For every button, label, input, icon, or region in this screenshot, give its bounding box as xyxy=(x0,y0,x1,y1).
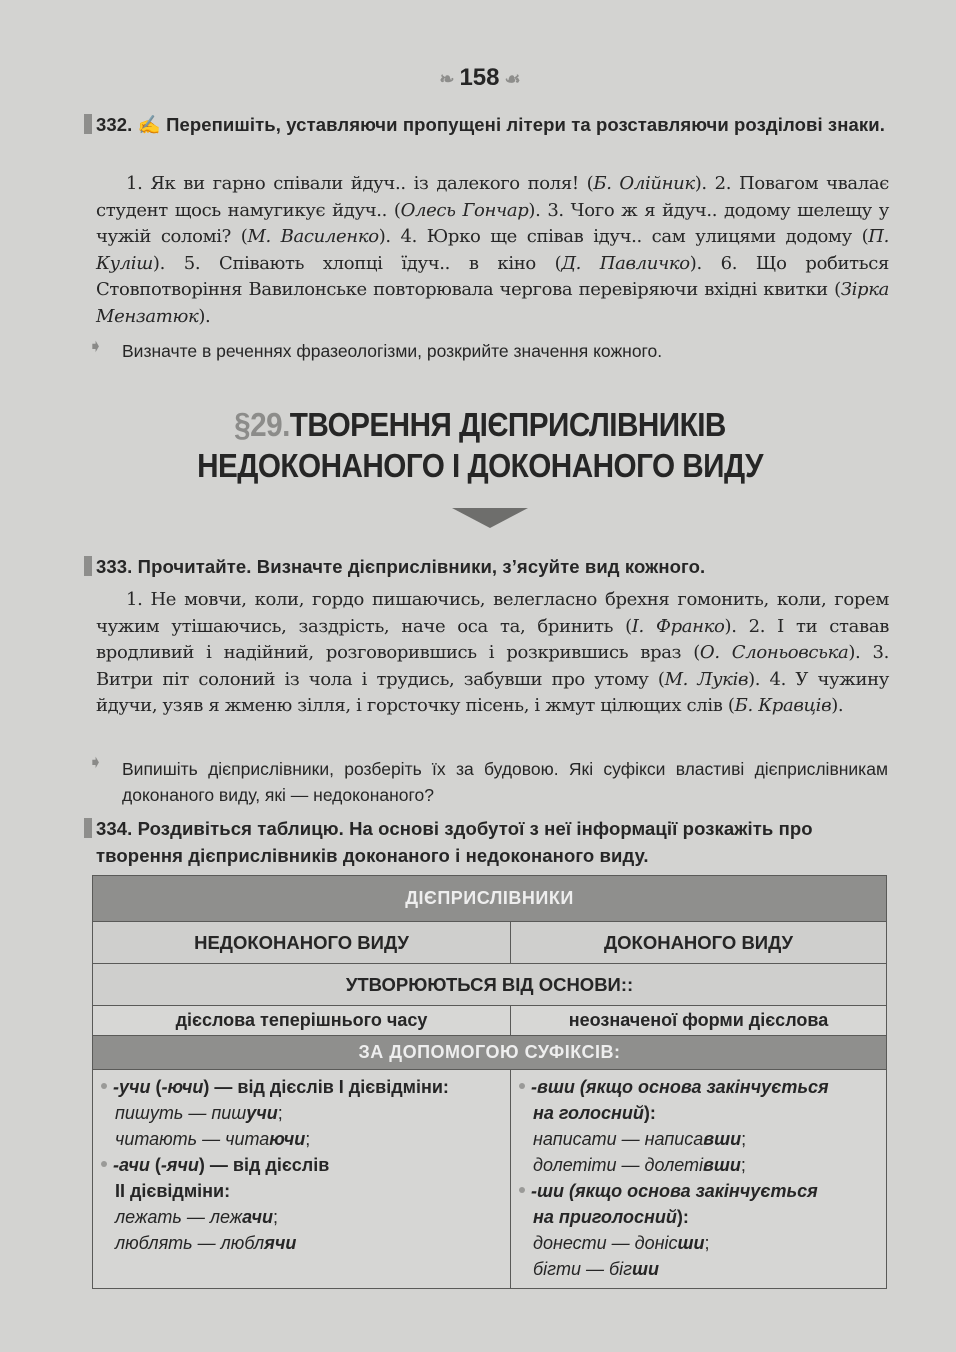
task-number: 333. xyxy=(96,556,133,577)
task-text: Роздивіться таблицю. На основі здобутої з неї інформації розкажіть про творення дієприслівників доконаного і недоконаного виду. xyxy=(96,818,813,866)
table-text: бігти — біг xyxy=(533,1259,633,1279)
author-name: О. Слоньовська xyxy=(699,642,849,664)
task-332-body xyxy=(96,171,889,331)
table-line xyxy=(101,1126,504,1152)
sentence-text: ). 3. Витри піт солоний із чола і трудись, забувши про утому ( xyxy=(96,642,890,690)
base-perfective: неозначеної форми дієслова xyxy=(511,1006,887,1036)
table-text: ) — від дієслів І дієвідміни: xyxy=(203,1077,449,1097)
sentence-text: ). xyxy=(198,305,211,327)
task-333-note: Випишіть дієприслівники, розберіть їх за будовою. Які суфікси властиві дієприслівникам доконаного виду, які — недоконаного? xyxy=(122,759,888,805)
table-text: ; xyxy=(704,1233,710,1253)
table-text: ( xyxy=(150,1077,162,1097)
table-text: -учи xyxy=(113,1077,151,1097)
table-text: пишуть — пиш xyxy=(115,1103,247,1123)
table-line xyxy=(101,1178,504,1204)
table-text: лежать — леж xyxy=(115,1207,243,1227)
author-name: Зірка Мензатюк xyxy=(96,279,889,327)
table-line xyxy=(101,1152,504,1178)
table-text: ; xyxy=(305,1129,311,1149)
section-title-line1: ТВОРЕННЯ ДІЄПРИСЛІВНИКІВ xyxy=(289,406,726,443)
arrow-icon: ➧ xyxy=(88,336,104,356)
author-name: П. Куліш xyxy=(96,226,890,274)
task-number: 334. xyxy=(96,818,133,839)
author-name: Олесь Гончар xyxy=(400,199,529,221)
table-text: ; xyxy=(740,1155,746,1175)
table-title: ДІЄПРИСЛІВНИКИ xyxy=(93,876,887,922)
table-text: ши xyxy=(632,1259,660,1279)
author-name: Б. Олійник xyxy=(593,173,695,194)
table-line xyxy=(101,1100,504,1126)
task-333-body xyxy=(96,587,889,720)
author-name: М. Луків xyxy=(664,668,749,690)
bullet-icon xyxy=(101,1161,107,1167)
table-text: -вши xyxy=(531,1077,575,1097)
table-text: -ачи xyxy=(113,1155,150,1175)
table-text: ) — від дієслів xyxy=(198,1155,330,1175)
task-332-note: Визначте в реченнях фразеологізми, розкрийте значення кожного. xyxy=(122,341,663,361)
participles-table xyxy=(92,875,887,1289)
triangle-ornament xyxy=(452,508,528,528)
sentence-text: 1. Як ви гарно співали йдуч.. із далекого поля! ( xyxy=(126,173,594,194)
bullet-icon xyxy=(519,1083,525,1089)
author-name: Д. Павличко xyxy=(561,252,690,274)
table-text: ачи xyxy=(242,1207,273,1227)
table-text: на приголосний xyxy=(533,1207,677,1227)
table-line xyxy=(519,1178,880,1204)
task-334-heading xyxy=(96,815,891,869)
page-number-text: 158 xyxy=(459,64,500,91)
author-name: Б. Кравців xyxy=(734,695,832,717)
suffixes-imperfective xyxy=(93,1070,511,1289)
table-text: ( xyxy=(149,1155,161,1175)
sentence-text: ). 2. І ти ставав вродливий і надійний, розговорившись і розкрившись враз ( xyxy=(96,615,889,664)
sentence-text: ). 6. Що робиться Стовпотворіння Вавилонське повторювала чергова перевіряючи вхідні квитки ( xyxy=(96,252,889,301)
table-line xyxy=(101,1204,504,1230)
author-name: М. Василенко xyxy=(247,226,379,248)
table-text: люблять — любл xyxy=(115,1233,265,1253)
task-text: Перепишіть, уставляючи пропущені літери та розставляючи розділові знаки. xyxy=(166,114,885,135)
table-text: ши xyxy=(677,1233,705,1253)
task-333-heading xyxy=(96,553,891,580)
table-text: ІІ дієвідміни: xyxy=(115,1181,231,1201)
task-text: Прочитайте. Визначте дієприслівники, з’ясуйте вид кожного. xyxy=(137,556,706,577)
table-text: донести — доніс xyxy=(533,1233,678,1253)
table-text: -ши xyxy=(531,1181,564,1201)
table-text: долетіти — долеті xyxy=(533,1155,704,1175)
bullet-icon xyxy=(519,1187,525,1193)
sentence-text: ). 3. Чого ж я йдуч.. додому шелещу у чужій соломі? ( xyxy=(96,199,889,248)
sentence-text: ). xyxy=(831,695,844,717)
table-line xyxy=(519,1100,880,1126)
table-text: -ячи xyxy=(160,1155,199,1175)
table-text: ; xyxy=(273,1207,279,1227)
sentence-text: 1. Не мовчи, коли, гордо пишаючись, велегласно брехня гомонить, коли, горем чужим утішаючись, заздрість, наче оса та, бринить ( xyxy=(96,589,889,637)
table-text: -ючи xyxy=(161,1077,204,1097)
sentence-text: ). 2. Повагом чвалає студент щось намугикує йдуч.. ( xyxy=(96,173,890,221)
section-title xyxy=(138,404,822,486)
table-line xyxy=(101,1074,504,1100)
table-text: учи xyxy=(246,1103,278,1123)
section-number: §29. xyxy=(234,406,290,443)
table-text: вши xyxy=(703,1155,741,1175)
table-text: (якщо основа закінчується xyxy=(564,1181,818,1201)
sentence-text: ). 5. Співають хлопці їдуч.. в кіно ( xyxy=(152,252,562,274)
sentence-text: ). 4. Юрко ще співав ідуч.. сам улицями додому ( xyxy=(378,226,869,248)
task-332-heading xyxy=(96,111,891,138)
suffix-band: ЗА ДОПОМОГОЮ СУФІКСІВ: xyxy=(93,1036,887,1070)
table-line xyxy=(519,1204,880,1230)
table-text: ; xyxy=(277,1103,283,1123)
section-title-line2: НЕДОКОНАНОГО І ДОКОНАНОГО ВИДУ xyxy=(197,447,763,484)
sentence-text: ). 4. У чужину йдучи, узяв я жменю зілля, і горсточку пісень, і жмут цілющих слів ( xyxy=(96,668,890,717)
table-text: ; xyxy=(741,1129,747,1149)
table-text: на голосний xyxy=(533,1103,644,1123)
formed-from-row: УТВОРЮЮТЬСЯ ВІД ОСНОВИ:: xyxy=(93,964,887,1006)
task-number: 332. xyxy=(96,114,133,135)
table-line xyxy=(519,1256,880,1282)
table-line xyxy=(101,1230,504,1256)
table-text: ючи xyxy=(269,1129,306,1149)
arrow-icon: ➧ xyxy=(88,752,104,772)
table-text: написати — написа xyxy=(533,1129,704,1149)
bullet-icon xyxy=(101,1083,107,1089)
table-line xyxy=(519,1126,880,1152)
col-perfective: ДОКОНАНОГО ВИДУ xyxy=(511,922,887,964)
table-line xyxy=(519,1074,880,1100)
col-imperfective: НЕДОКОНАНОГО ВИДУ xyxy=(93,922,511,964)
suffixes-perfective xyxy=(511,1070,887,1289)
table-text: ячи xyxy=(264,1233,297,1253)
table-text: вши xyxy=(703,1129,742,1149)
table-text: ): xyxy=(676,1207,689,1227)
table-text: читають — чита xyxy=(115,1129,270,1149)
table-text: (якщо основа закінчується xyxy=(574,1077,829,1097)
table-line xyxy=(519,1152,880,1178)
pen-icon: ✍ xyxy=(137,114,161,135)
page-number: ❧ 158 ☙ xyxy=(439,64,521,91)
table-text: ): xyxy=(643,1103,656,1123)
base-imperfective: дієслова теперішнього часу xyxy=(93,1006,511,1036)
table-line xyxy=(519,1230,880,1256)
author-name: І. Франко xyxy=(631,615,725,637)
